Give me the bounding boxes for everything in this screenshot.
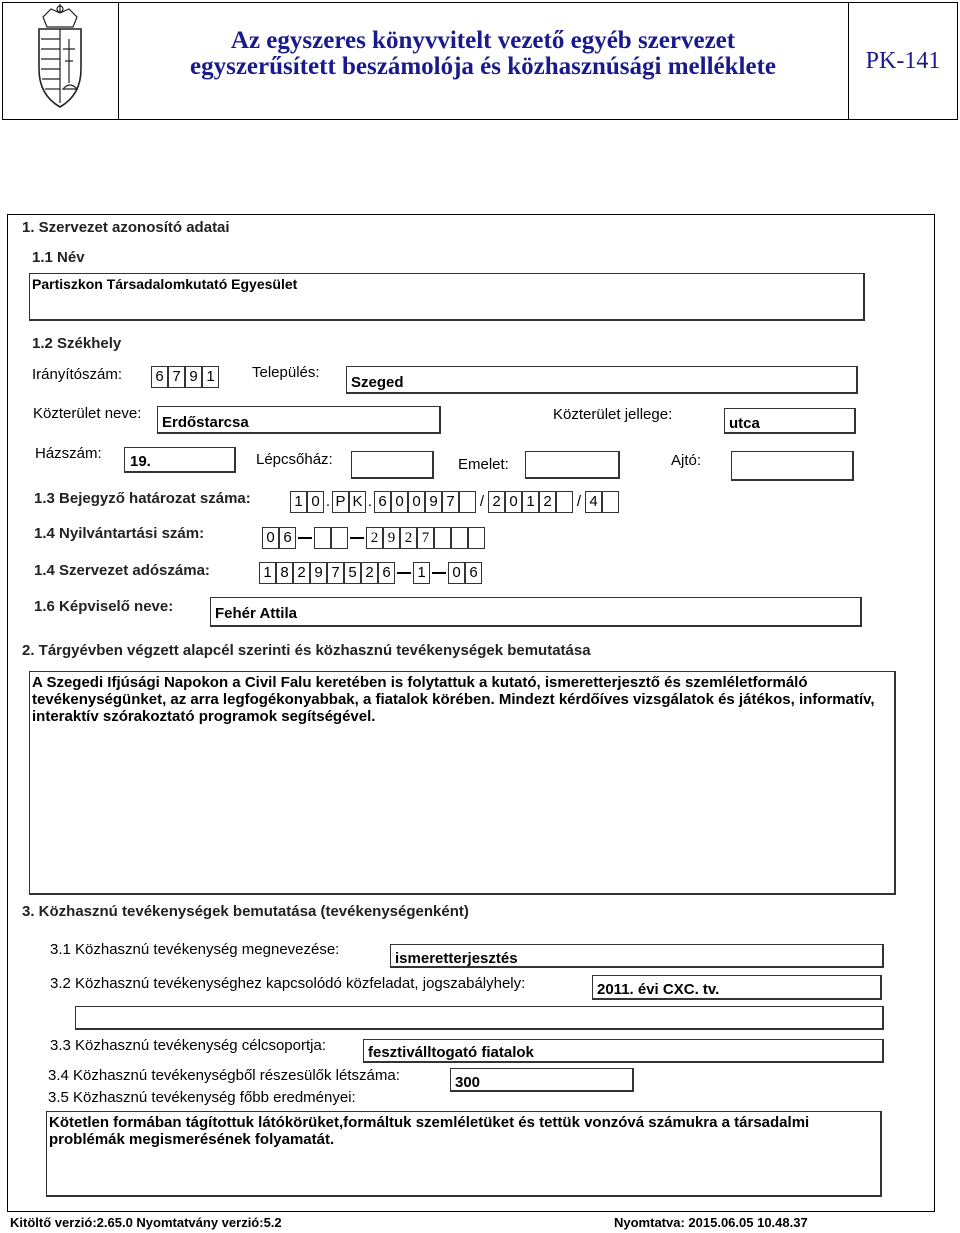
count-field[interactable]	[450, 1068, 634, 1092]
reg-digit	[602, 491, 619, 513]
door-field[interactable]	[731, 451, 854, 481]
rep-field[interactable]	[210, 597, 862, 627]
zip-digit: 7	[168, 366, 185, 388]
street-label: Közterület neve:	[33, 405, 142, 422]
separator: /	[576, 493, 582, 510]
form-title-line1: Az egyszeres könyvvitelt vezető egyéb szervezet	[230, 27, 736, 54]
footer-version: Kitöltő verzió:2.65.0 Nyomtatvány verzió:5.2	[10, 1215, 282, 1230]
rep-value: Fehér Attila	[215, 605, 297, 622]
reg-digit: 0	[307, 491, 324, 513]
activity-name-label: 3.1 Közhasznú tevékenység megnevezése:	[50, 941, 340, 958]
city-label: Település:	[252, 364, 320, 381]
reg-digit: 0	[391, 491, 408, 513]
results-text: Kötetlen formában tágítottuk látókörüket,formáltuk szemléletüket és tettük vonzóvá számukra a társadalmi problémák megismerésének folyamatát.	[49, 1114, 810, 1148]
reg-digit: 1	[522, 491, 539, 513]
records-digit	[451, 527, 468, 549]
tax-digit: 1	[259, 562, 276, 584]
street-type-label: Közterület jellege:	[553, 406, 673, 423]
count-value: 300	[455, 1074, 481, 1091]
count-label: 3.4 Közhasznú tevékenységből részesülők létszáma:	[48, 1067, 400, 1084]
records-digit: 7	[417, 527, 434, 549]
reg-digit: 7	[442, 491, 459, 513]
name-label: 1.1 Név	[32, 249, 85, 266]
separator: .	[325, 493, 331, 510]
task-field[interactable]	[592, 975, 882, 1000]
task-label: 3.2 Közhasznú tevékenységhez kapcsolódó közfeladat, jogszabályhely:	[50, 975, 526, 992]
target-value: fesztiválltogató fiatalok	[368, 1044, 534, 1061]
stair-label: Lépcsőház:	[256, 451, 333, 468]
form-title-line2: egyszerűsített beszámolója és közhasznúsági melléklete	[190, 53, 776, 80]
section3-title: 3. Közhasznú tevékenységek bemutatása (tevékenységenként)	[22, 903, 469, 920]
records-digit: 0	[262, 527, 279, 549]
target-field[interactable]	[363, 1039, 884, 1063]
activities-text: A Szegedi Ifjúsági Napokon a Civil Falu keretében is folytattuk a kutató, ismeretterjesztő és szemléletformáló tevékenységünket, az arra legfogékonyabbak, a fiatalok körében. Mindezt kérdőíves vizsgálatok és játékos, informatív, interaktív szórakoztató programok segítségével.	[32, 674, 875, 725]
form-header	[2, 2, 958, 120]
tax-digit: 5	[344, 562, 361, 584]
records-digit: 6	[279, 527, 296, 549]
city-field[interactable]	[346, 366, 858, 394]
tax-digit: 8	[276, 562, 293, 584]
street-value: Erdőstarcsa	[162, 414, 249, 431]
reg-digit: 2	[539, 491, 556, 513]
dash-separator	[432, 572, 446, 574]
tax-digit: 1	[413, 562, 430, 584]
separator: .	[367, 493, 373, 510]
records-digit: 9	[383, 527, 400, 549]
zip-field[interactable]	[151, 366, 219, 388]
reg-digit: 4	[585, 491, 602, 513]
reg-digit: 9	[425, 491, 442, 513]
street-type-value: utca	[729, 415, 760, 432]
zip-digit: 9	[185, 366, 202, 388]
name-value: Partiszkon Társadalomkutató Egyesület	[32, 276, 298, 292]
street-field[interactable]	[157, 406, 441, 434]
tax-label: 1.4 Szervezet adószáma:	[34, 562, 210, 579]
records-digit: 2	[366, 527, 383, 549]
dash-separator	[350, 537, 364, 539]
hungarian-coat-of-arms-icon	[3, 3, 119, 119]
floor-label: Emelet:	[458, 456, 509, 473]
floor-field[interactable]	[525, 451, 620, 479]
zip-digit: 6	[151, 366, 168, 388]
zip-label: Irányítószám:	[32, 366, 123, 383]
tax-field[interactable]	[259, 562, 482, 584]
target-label: 3.3 Közhasznú tevékenység célcsoportja:	[50, 1037, 326, 1054]
city-value: Szeged	[351, 374, 404, 391]
tax-digit: 7	[327, 562, 344, 584]
tax-digit: 2	[361, 562, 378, 584]
dash-separator	[397, 572, 411, 574]
reg-digit: 0	[408, 491, 425, 513]
house-label: Házszám:	[35, 445, 102, 462]
reg-digit: 0	[505, 491, 522, 513]
reg-digit: P	[332, 491, 349, 513]
reg-decision-field[interactable]	[290, 491, 619, 513]
tax-digit: 6	[465, 562, 482, 584]
stair-field[interactable]	[351, 451, 434, 479]
name-field[interactable]	[29, 273, 865, 321]
results-field[interactable]	[46, 1111, 882, 1197]
house-value: 19.	[130, 453, 151, 470]
separator: /	[479, 493, 485, 510]
reg-digit: K	[349, 491, 366, 513]
tax-digit: 6	[378, 562, 395, 584]
house-field[interactable]	[124, 447, 236, 473]
section2-title: 2. Tárgyévben végzett alapcél szerinti és közhasznú tevékenységek bemutatása	[22, 642, 591, 659]
form-code: PK-141	[865, 48, 941, 74]
task-value: 2011. évi CXC. tv.	[597, 981, 720, 998]
tax-digit: 2	[293, 562, 310, 584]
results-label: 3.5 Közhasznú tevékenység főbb eredményei:	[48, 1089, 356, 1106]
reg-digit: 6	[374, 491, 391, 513]
zip-digit: 1	[202, 366, 219, 388]
tax-digit: 9	[310, 562, 327, 584]
task-field-2[interactable]	[75, 1006, 884, 1030]
records-label: 1.4 Nyilvántartási szám:	[34, 525, 205, 542]
rep-label: 1.6 Képviselő neve:	[34, 598, 174, 615]
form-title	[118, 3, 849, 119]
footer-printed: Nyomtatva: 2015.06.05 10.48.37	[614, 1215, 808, 1230]
door-label: Ajtó:	[671, 452, 702, 469]
reg-digit: 1	[290, 491, 307, 513]
records-digit	[434, 527, 451, 549]
records-digit	[314, 527, 331, 549]
street-type-field[interactable]	[724, 408, 856, 434]
tax-digit: 0	[448, 562, 465, 584]
records-digit: 2	[400, 527, 417, 549]
seat-label: 1.2 Székhely	[32, 335, 122, 352]
records-digit	[468, 527, 485, 549]
activity-name-value: ismeretterjesztés	[395, 950, 518, 967]
reg-decision-label: 1.3 Bejegyző határozat száma:	[34, 490, 251, 507]
activity-name-field[interactable]	[390, 944, 884, 968]
records-digit	[331, 527, 348, 549]
records-field[interactable]	[262, 527, 485, 549]
section1-title: 1. Szervezet azonosító adatai	[22, 219, 230, 236]
reg-digit: 2	[488, 491, 505, 513]
reg-digit	[459, 491, 476, 513]
reg-digit	[556, 491, 573, 513]
dash-separator	[298, 537, 312, 539]
activities-field[interactable]	[29, 671, 896, 895]
